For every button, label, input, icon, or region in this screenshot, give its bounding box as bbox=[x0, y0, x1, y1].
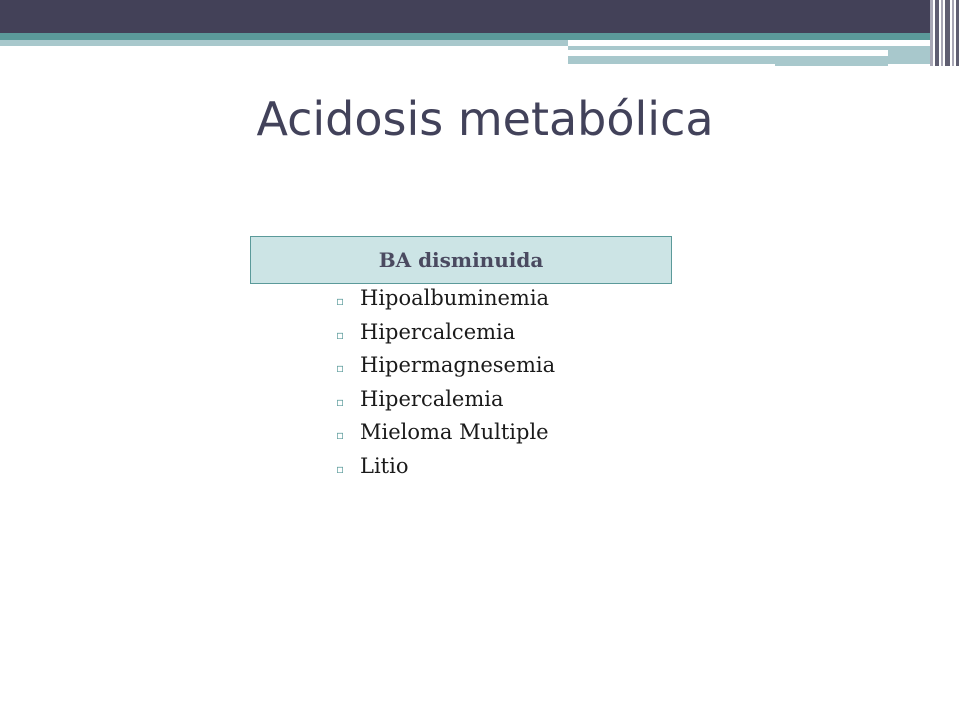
list-item bbox=[336, 420, 555, 454]
top-light-bar-left bbox=[0, 40, 568, 46]
stripe bbox=[941, 0, 943, 66]
top-teal-bar bbox=[0, 33, 930, 40]
top-dark-bar bbox=[0, 0, 930, 33]
list-item-label: Hipercalemia bbox=[360, 386, 504, 411]
square-bullet-icon: ▫ bbox=[336, 428, 345, 443]
top-light-bar-end bbox=[888, 50, 930, 64]
stripe bbox=[956, 0, 959, 66]
table-header-label: BA disminuida bbox=[378, 248, 544, 272]
square-bullet-icon: ▫ bbox=[336, 361, 345, 376]
top-light-bar-lower bbox=[568, 56, 888, 64]
list-item bbox=[336, 353, 555, 387]
square-bullet-icon: ▫ bbox=[336, 294, 345, 308]
stripe bbox=[945, 0, 950, 66]
slide-title: Acidosis metabólica bbox=[256, 92, 714, 146]
list-item bbox=[336, 286, 555, 320]
top-light-bar-tail bbox=[775, 64, 888, 66]
list-item-label: Hipermagnesemia bbox=[360, 353, 556, 378]
square-bullet-icon: ▫ bbox=[336, 394, 345, 409]
square-bullet-icon: ▫ bbox=[336, 327, 345, 342]
stripe bbox=[935, 0, 939, 66]
list-item bbox=[336, 320, 555, 354]
cause-list bbox=[336, 286, 555, 488]
stripe bbox=[930, 0, 933, 66]
list-item-label: Hipercalcemia bbox=[360, 319, 516, 344]
corner-stripes bbox=[930, 0, 960, 66]
list-item-label: Mieloma Multiple bbox=[360, 420, 549, 445]
list-item-label: Hipoalbuminemia bbox=[360, 286, 550, 310]
table-header bbox=[250, 236, 672, 284]
list-item-label: Litio bbox=[360, 453, 409, 478]
list-item bbox=[336, 454, 555, 488]
top-white-line bbox=[568, 50, 888, 52]
stripe bbox=[952, 0, 954, 66]
square-bullet-icon: ▫ bbox=[336, 461, 345, 476]
list-item bbox=[336, 387, 555, 421]
